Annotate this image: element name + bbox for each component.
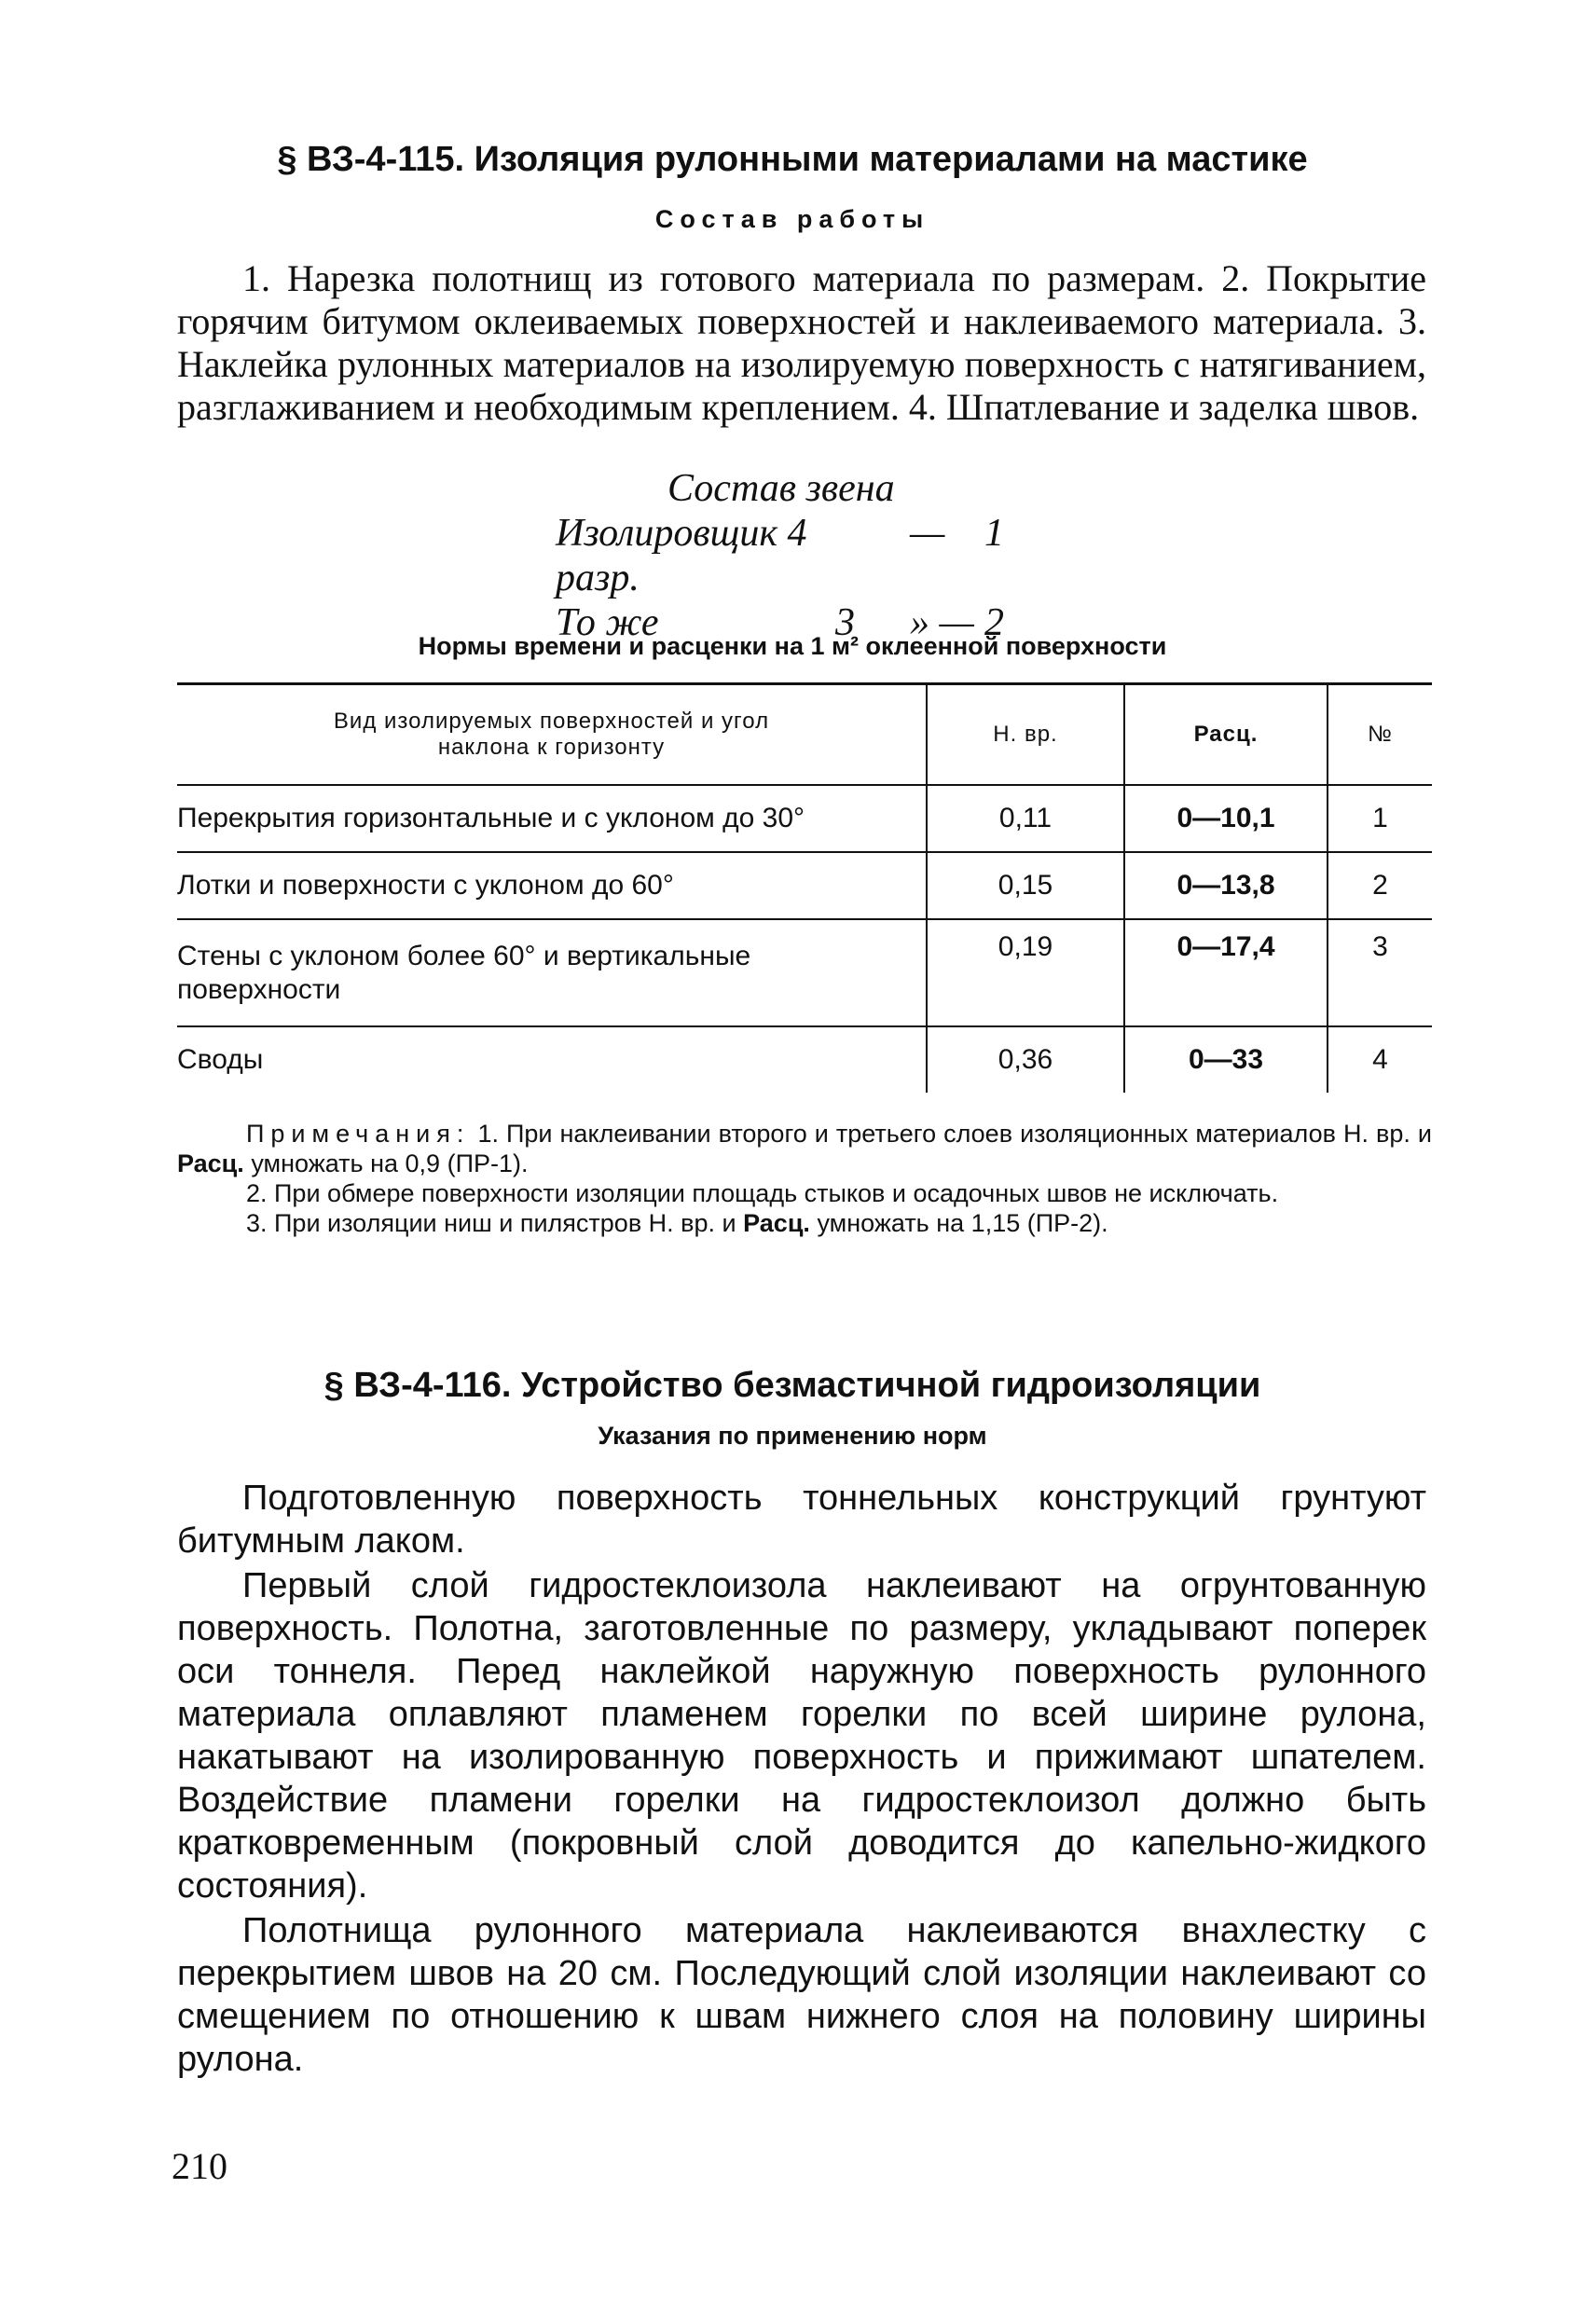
crew-grade: 3 bbox=[835, 601, 855, 644]
note-3-end: умножать на 1,15 (ПР-2). bbox=[817, 1209, 1108, 1237]
cell-number: 1 bbox=[1328, 785, 1432, 852]
cell-price: 0—33 bbox=[1124, 1026, 1328, 1093]
page-number: 210 bbox=[172, 2145, 227, 2187]
cell-surface-kind: Стены с уклоном более 60° и вертикальные поверхности bbox=[177, 919, 927, 1026]
work-composition-heading: Состав работы bbox=[654, 205, 930, 233]
crew-row bbox=[556, 511, 1040, 600]
crew-role: Изолировщик 4 разр. bbox=[556, 512, 807, 599]
cell-surface-kind: Перекрытия горизонтальные и с уклоном до 30° bbox=[177, 785, 927, 852]
note-1-text: 1. При наклеивании второго и третьего слоев изоляционных материалов Н. вр. и bbox=[477, 1120, 1432, 1148]
crew-composition bbox=[556, 466, 1040, 645]
paragraph: Первый слой гидростеклоизола наклеивают на огрунтованную поверхность. Полотна, заготовленные по размеру, укладывают поперек оси тоннеля. Перед наклейкой наружную поверхность рулонного материала оплавляют пламенем горелки по всей ширине рулона, накатывают на изолированную поверхность и прижимают шпателем. Воздействие пламени горелки на гидростеклоизол должно быть кратковременным (покровный слой доводится до капельно-жидкого состояния). bbox=[177, 1566, 1426, 1906]
cell-price: 0—10,1 bbox=[1124, 785, 1328, 852]
cell-time-norm: 0,36 bbox=[927, 1026, 1124, 1093]
cell-surface-kind: Лотки и поверхности с уклоном до 60° bbox=[177, 852, 927, 919]
table-row bbox=[177, 785, 1432, 852]
notes-label: Примечания: bbox=[246, 1120, 471, 1148]
table-header-row bbox=[177, 684, 1432, 786]
header-time-norm: Н. вр. bbox=[927, 684, 1124, 786]
cell-time-norm: 0,15 bbox=[927, 852, 1124, 919]
cell-number: 4 bbox=[1328, 1026, 1432, 1093]
note-3 bbox=[177, 1208, 1432, 1238]
crew-title: Состав звена bbox=[667, 467, 895, 510]
crew-count: 1 bbox=[984, 512, 1004, 555]
crew-dash: — bbox=[910, 512, 945, 555]
cell-time-norm: 0,11 bbox=[927, 785, 1124, 852]
crew-dash: » — bbox=[910, 601, 974, 644]
note-1-end: умножать на 0,9 (ПР-1). bbox=[251, 1149, 529, 1177]
note-3-price-word: Расц. bbox=[743, 1209, 810, 1237]
table-row bbox=[177, 919, 1432, 1026]
cell-surface-kind: Своды bbox=[177, 1026, 927, 1093]
section-title-116: § ВЗ-4-116. Устройство безмастичной гидроизоляции bbox=[323, 1366, 1261, 1405]
table-caption: Нормы времени и расценки на 1 м² оклеенной поверхности bbox=[418, 632, 1167, 660]
header-surface-kind: Вид изолируемых поверхностей и угол наклона к горизонту bbox=[177, 684, 927, 786]
paragraph: Подготовленную поверхность тоннельных конструкций грунтуют битумным лаком. bbox=[177, 1479, 1426, 1561]
cell-time-norm: 0,19 bbox=[927, 919, 1124, 1026]
note-2: 2. При обмере поверхности изоляции площадь стыков и осадочных швов не исключать. bbox=[246, 1179, 1279, 1207]
cell-number: 2 bbox=[1328, 852, 1432, 919]
note-1 bbox=[177, 1119, 1432, 1178]
crew-role: То же bbox=[556, 601, 659, 644]
section-title-115: § ВЗ-4-115. Изоляция рулонными материалами на мастике bbox=[277, 140, 1308, 179]
crew-count: 2 bbox=[984, 601, 1004, 644]
header-price: Расц. bbox=[1124, 684, 1328, 786]
table-notes bbox=[177, 1119, 1432, 1238]
work-composition-text: 1. Нарезка полотнищ из готового материала по размерам. 2. Покрытие горячим битумом оклеиваемых поверхностей и наклеиваемого материала. 3. Наклейка рулонных материалов на изолируемую поверхность с натягиванием, разглаживанием и необходимым креплением. 4. Шпатлевание и заделка швов. bbox=[177, 257, 1426, 428]
note-3-text: 3. При изоляции ниш и пилястров Н. вр. и bbox=[246, 1209, 736, 1237]
application-notes-heading: Указания по применению норм bbox=[598, 1422, 987, 1450]
table-row bbox=[177, 1026, 1432, 1093]
cell-price: 0—13,8 bbox=[1124, 852, 1328, 919]
paragraph: Полотнища рулонного материала наклеиваются внахлестку с перекрытием швов на 20 см. Последующий слой изоляции наклеивают со смещением по отношению к швам нижнего слоя на половину ширины рулона. bbox=[177, 1911, 1426, 2079]
norms-table bbox=[177, 682, 1432, 1093]
crew-grade bbox=[835, 511, 910, 600]
table-row bbox=[177, 852, 1432, 919]
note-1-price-word: Расц. bbox=[177, 1149, 244, 1177]
header-number: № bbox=[1328, 684, 1432, 786]
cell-price: 0—17,4 bbox=[1124, 919, 1328, 1026]
cell-number: 3 bbox=[1328, 919, 1432, 1026]
